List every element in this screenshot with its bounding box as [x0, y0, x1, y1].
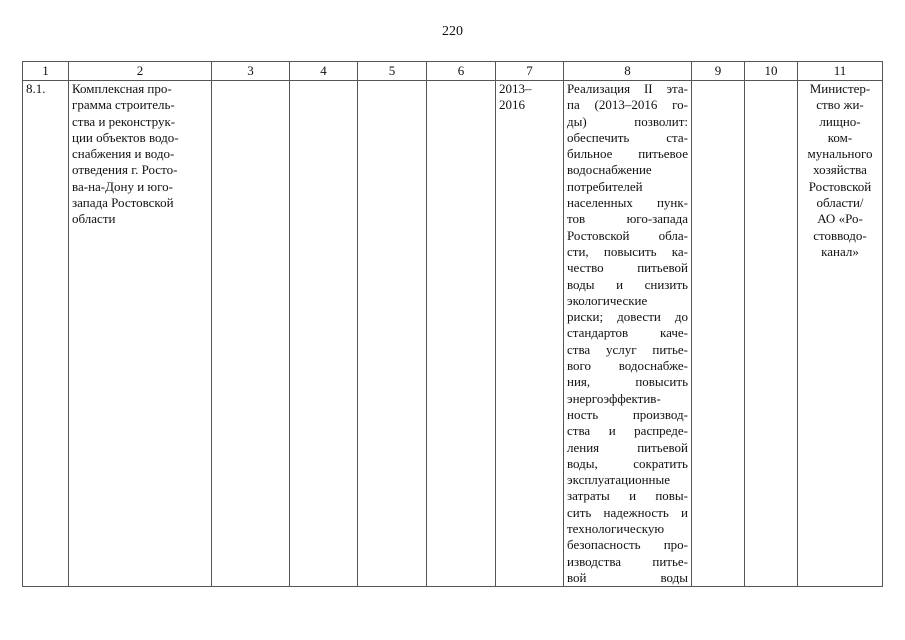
- result-word: эксплуатационные: [567, 472, 670, 488]
- expected-result-line: [567, 358, 688, 374]
- result-word: надежность: [603, 504, 669, 520]
- result-word: безопасность: [567, 537, 641, 553]
- result-word: Реализация: [567, 81, 631, 96]
- executor: [798, 81, 883, 587]
- result-word: риски;: [567, 309, 604, 325]
- col-header-3: 3: [212, 62, 290, 81]
- result-word: изводства: [567, 553, 622, 569]
- col-header-5: 5: [358, 62, 427, 81]
- result-word: затраты: [567, 488, 610, 504]
- result-word: ства: [567, 341, 591, 357]
- result-word: и: [629, 488, 637, 504]
- executor-line: АО «Ро-: [817, 211, 863, 227]
- col-header-10: 10: [745, 62, 798, 81]
- result-word: питье-: [652, 553, 688, 569]
- expected-result-line: [567, 342, 688, 358]
- row-number: 8.1.: [23, 81, 69, 587]
- executor-line: хозяйства: [813, 162, 867, 178]
- result-word: питьевой: [637, 439, 688, 455]
- expected-result-line: [567, 97, 688, 113]
- result-word: го-: [672, 97, 688, 113]
- expected-result-line: [567, 244, 688, 260]
- expected-result-line: [567, 407, 688, 423]
- result-word: ния,: [567, 374, 591, 390]
- result-word: воды: [567, 276, 595, 292]
- result-word: пунк-: [656, 195, 688, 211]
- expected-result-line: [567, 179, 688, 195]
- result-word: ства: [567, 423, 591, 439]
- result-word: и: [616, 276, 624, 292]
- result-word: распреде-: [634, 423, 688, 439]
- expected-result-line: [567, 325, 688, 341]
- result-word: водоснабже-: [618, 358, 688, 374]
- result-word: услуг: [605, 341, 637, 357]
- period-line: 2016: [499, 97, 525, 113]
- header-row: [23, 62, 883, 81]
- expected-result-line: [567, 228, 688, 244]
- col-header-11: 11: [798, 62, 883, 81]
- executor-line: Министер-: [809, 81, 871, 96]
- executor-line: области/: [816, 195, 864, 211]
- measure-name-line: грамма строитель-: [72, 97, 175, 113]
- expected-result-line: [567, 277, 688, 293]
- result-word: II: [643, 81, 653, 96]
- result-word: чество: [567, 260, 604, 276]
- result-word: и: [681, 504, 688, 520]
- result-word: и: [608, 423, 616, 439]
- expected-result-line: [567, 195, 688, 211]
- measure-name-line: ции объектов водо-: [72, 129, 179, 145]
- expected-result-line: [567, 554, 688, 570]
- result-word: ления: [567, 439, 600, 455]
- executor-line: стовводо-: [813, 227, 867, 243]
- program-table: [22, 61, 883, 587]
- expected-result-line: [567, 211, 688, 227]
- col-header-4: 4: [290, 62, 358, 81]
- measure-name-line: ства и реконструк-: [72, 113, 176, 129]
- col-header-9: 9: [692, 62, 745, 81]
- result-word: повы-: [655, 488, 688, 504]
- expected-result-line: [567, 505, 688, 521]
- period: [496, 81, 564, 587]
- expected-result-line: [567, 374, 688, 390]
- expected-result-line: [567, 146, 688, 162]
- expected-result-line: [567, 440, 688, 456]
- result-word: ка-: [671, 243, 688, 259]
- expected-result-line: [567, 309, 688, 325]
- result-word: ность: [567, 406, 599, 422]
- expected-result-line: [567, 456, 688, 472]
- expected-result-line: [567, 472, 688, 488]
- expected-result-line: [567, 423, 688, 439]
- cell-col3: [212, 81, 290, 587]
- result-word: потребителей: [567, 178, 643, 194]
- result-word: до: [674, 309, 688, 325]
- result-word: вой: [567, 569, 587, 585]
- result-word: юго-запада: [626, 211, 688, 227]
- result-word: повысить: [635, 374, 688, 390]
- result-word: вого: [567, 358, 592, 374]
- cell-col10: [745, 81, 798, 587]
- period-line: 2013–: [499, 81, 532, 96]
- measure-name-line: ва-на-Дону и юго-: [72, 178, 173, 194]
- result-word: снизить: [644, 276, 688, 292]
- result-word: обла-: [658, 227, 688, 243]
- expected-result-line: [567, 391, 688, 407]
- result-word: производ-: [632, 406, 688, 422]
- expected-result-line: [567, 521, 688, 537]
- result-word: про-: [663, 537, 688, 553]
- expected-result-line: [567, 260, 688, 276]
- expected-result-line: [567, 488, 688, 504]
- result-word: эта-: [666, 81, 688, 96]
- result-word: технологическую: [567, 521, 665, 537]
- result-word: экологические: [567, 292, 648, 308]
- result-word: каче-: [659, 325, 688, 341]
- result-word: населенных: [567, 195, 633, 211]
- result-word: энергоэффектив-: [567, 390, 661, 406]
- result-word: Ростовской: [567, 227, 630, 243]
- cell-col5: [358, 81, 427, 587]
- measure-name-line: запада Ростовской: [72, 195, 174, 211]
- result-word: питьевое: [638, 146, 688, 162]
- col-header-6: 6: [427, 62, 496, 81]
- result-word: воды,: [567, 455, 598, 471]
- col-header-1: 1: [23, 62, 69, 81]
- result-word: сти,: [567, 243, 589, 259]
- result-word: сить: [567, 504, 592, 520]
- result-word: повысить: [603, 243, 657, 259]
- table-row: [23, 81, 883, 587]
- col-header-2: 2: [69, 62, 212, 81]
- result-word: (2013–2016: [594, 97, 658, 113]
- measure-name-line: снабжения и водо-: [72, 146, 175, 162]
- measure-name-line: Комплексная про-: [72, 81, 172, 96]
- executor-line: ком-: [827, 129, 853, 145]
- page-number: 220: [442, 24, 463, 39]
- result-word: ста-: [666, 129, 688, 145]
- col-header-8: 8: [564, 62, 692, 81]
- expected-result-line: [567, 570, 688, 586]
- executor-line: мунального: [807, 146, 873, 162]
- result-word: водоснабжение: [567, 162, 652, 178]
- cell-col4: [290, 81, 358, 587]
- expected-result-line: [567, 130, 688, 146]
- result-word: стандартов: [567, 325, 629, 341]
- result-word: питье-: [652, 341, 688, 357]
- expected-result: [564, 81, 692, 587]
- result-word: па: [567, 97, 580, 113]
- expected-result-line: [567, 114, 688, 130]
- expected-result-line: [567, 162, 688, 178]
- measure-name: [69, 81, 212, 587]
- result-word: сократить: [633, 455, 688, 471]
- executor-line: Ростовской: [808, 178, 872, 194]
- executor-line: канал»: [821, 243, 859, 259]
- cell-col6: [427, 81, 496, 587]
- result-word: довести: [617, 309, 661, 325]
- result-word: питьевой: [637, 260, 688, 276]
- cell-col9: [692, 81, 745, 587]
- expected-result-line: [567, 537, 688, 553]
- result-word: бильное: [567, 146, 613, 162]
- executor-line: лищно-: [819, 113, 861, 129]
- measure-name-line: отведения г. Росто-: [72, 162, 178, 178]
- result-word: ды): [567, 113, 587, 129]
- result-word: обеспечить: [567, 129, 630, 145]
- result-word: позволит:: [634, 113, 688, 129]
- result-word: тов: [567, 211, 586, 227]
- result-word: воды: [660, 569, 688, 585]
- measure-name-line: области: [72, 211, 116, 227]
- col-header-7: 7: [496, 62, 564, 81]
- expected-result-line: [567, 293, 688, 309]
- executor-line: ство жи-: [816, 97, 864, 113]
- expected-result-line: [567, 81, 688, 97]
